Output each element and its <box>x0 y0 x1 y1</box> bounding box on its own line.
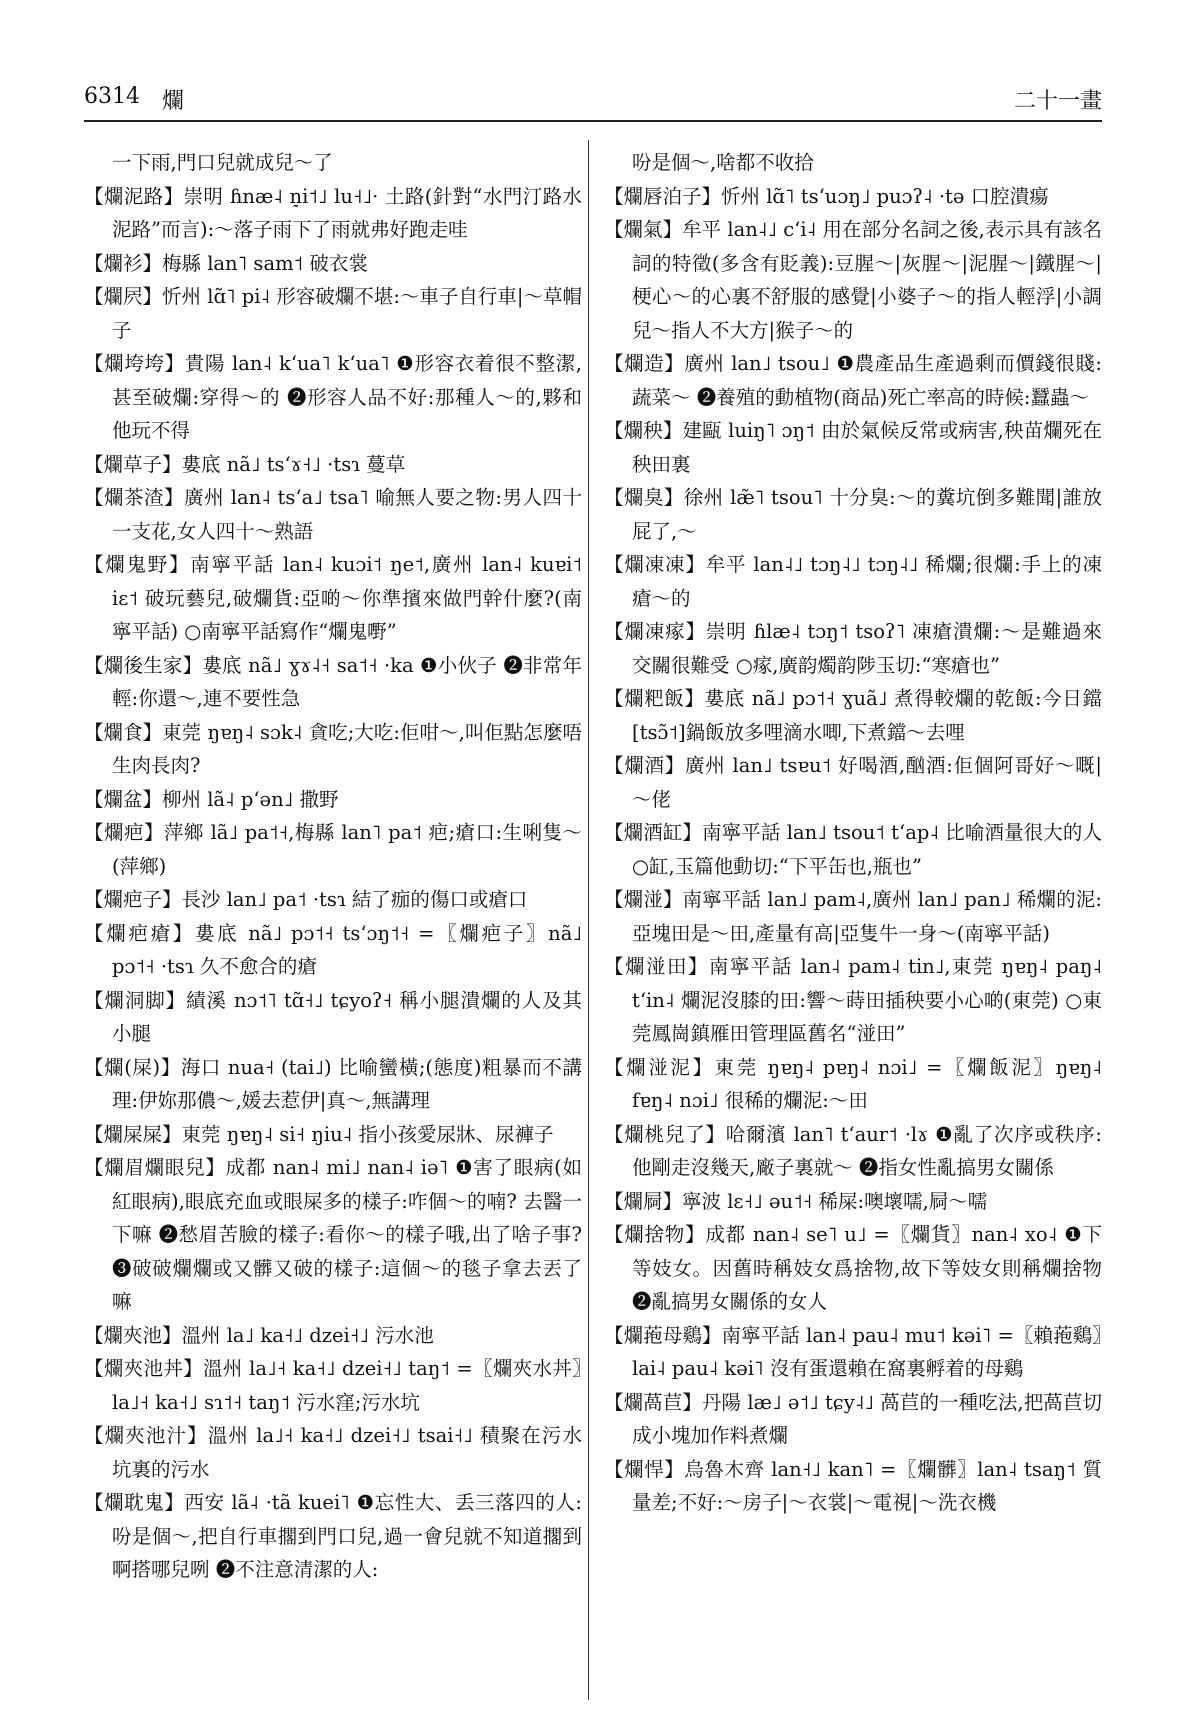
dictionary-entry: 【爛凍凍】牟平 lan˨˩ tɔŋ˨˩ tɔŋ˨˩ 稀爛;很爛:手上的凍瘡～的 <box>604 553 1102 610</box>
entry-continuation: 吩是個～,啥都不收拾 <box>632 151 814 174</box>
dictionary-entry: 【爛屎屎】東莞 ŋɐŋ˨ si˧ ŋiu˨ 指小孩愛尿牀、尿褲子 <box>84 1122 554 1146</box>
dictionary-entry: 【爛盆】柳州 lã˨ pʻən˩ 撒野 <box>84 787 339 811</box>
dictionary-entry: 【爛菢母鷄】南寧平話 lan˨ pau˨ mu˦ kəi˥ =〖賴菢鷄〗lai˨ pau˨ kəi˥ 沒有蛋還賴在窩裏孵着的母鷄 <box>604 1323 1102 1380</box>
dictionary-entry: 【爛捨物】成都 nan˨ se˥ u˩ =〖爛貨〗nan˨ xo˨ ❶下等妓女。因舊時稱妓女爲捨物,故下等妓女則稱爛捨物 ❷亂搞男女關係的女人 <box>604 1223 1102 1313</box>
dictionary-entry: 【爛酒缸】南寧平話 lan˩ tsou˦ tʻap˨ 比喻酒量很大的人 ○缸,玉篇他動切:“下平缶也,瓶也” <box>604 821 1102 878</box>
dictionary-entry: 【爛草子】婁底 nã˩ tsʻɤ˧˩ ·tsɿ 蔓草 <box>84 452 406 476</box>
dictionary-entry: 【爛食】東莞 ŋɐŋ˨ sɔk˨ 貪吃;大吃:佢咁～,叫佢點怎麼唔生肉長肉? <box>84 720 582 777</box>
dictionary-entry: 【爛夾池】溫州 la˩ ka˧˩ dzei˧˩ 污水池 <box>84 1323 434 1347</box>
dictionary-entry: 【爛造】廣州 lan˩ tsou˩ ❶農產品生產過剩而價錢很賤:蔬菜～ ❷養殖的動植物(商品)死亡率高的時候:蠶蟲～ <box>604 352 1102 409</box>
page-header <box>84 84 1102 114</box>
head-character: 爛 <box>162 89 185 114</box>
dictionary-entry: 【爛氣】牟平 lan˨˩ cʻi˨ 用在部分名詞之後,表示具有該名詞的特徵(多含有貶義):豆腥～|灰腥～|泥腥～|鐵腥～|梗心～的心裏不舒服的感覺|小婆子～的指人輕浮|小調兒～指人不大方|猴子～的 <box>604 218 1102 342</box>
dictionary-entry: 【爛湴田】南寧平話 lan˨ pam˨ tin˩,東莞 ŋɐŋ˨ paŋ˨ tʻin˨ 爛泥沒膝的田:響～蒔田插秧要小心啲(東莞) ○東莞鳳崗鎮雁田管理區舊名“湴田” <box>604 955 1102 1045</box>
dictionary-entry: 【爛疤子】長沙 lan˩ pa˦ ·tsɿ 結了痂的傷口或瘡口 <box>84 888 528 911</box>
dictionary-entry: 【爛眉爛眼兒】成都 nan˨ mi˩ nan˨ iə˥ ❶害了眼病(如紅眼病),眼底充血或眼屎多的樣子:咋個～的喃? 去醫一下嘛 ❷愁眉苦臉的樣子:看你～的樣子哦,出了啥子事? ❸破破爛爛或又髒又破的樣子:這個～的毯子拿去丟了嘛 <box>84 1156 582 1313</box>
dictionary-entry: 【爛泥路】崇明 ɦnæ˨ n̠i˦˩ lu˧˩· 土路(針對“水門汀路水泥路”而言):～落子雨下了雨就弗好跑走哇 <box>84 184 582 241</box>
dictionary-entry: 【爛茶渣】廣州 lan˨ tsʻa˩ tsa˥ 喻無人要之物:男人四十一支花,女人四十～熟語 <box>84 486 582 543</box>
section-label: 二十一畫 <box>1013 89 1102 114</box>
dictionary-entry: 【爛疤】萍鄉 lã˩ pa˦˧,梅縣 lan˥ pa˦ 疤;瘡口:生唎隻～(萍鄉) <box>84 821 582 878</box>
entry-continuation: 一下雨,門口兒就成兒～了 <box>112 151 333 174</box>
dictionary-entry: 【爛秧】建甌 luiŋ˥ ɔŋ˦ 由於氣候反常或病害,秧苗爛死在秧田裏 <box>604 419 1102 476</box>
header-rule <box>84 120 1102 122</box>
dictionary-entry: 【爛垮垮】貴陽 lan˨ kʻua˥ kʻua˥ ❶形容衣着很不整潔,甚至破爛:穿得～的 ❷形容人品不好:那種人～的,夥和他玩不得 <box>84 352 582 442</box>
right-column <box>604 146 1102 1706</box>
dictionary-entry: 【爛屙】寧波 lɛ˧˩ əu˦˧ 稀屎:噢壞嚅,屙～嚅 <box>604 1189 988 1213</box>
left-column <box>84 146 582 1706</box>
dictionary-entry: 【爛夾池汁】溫州 la˩˧ ka˧˩ dzei˧˩ tsai˧˩ 積聚在污水坑裏的污水 <box>84 1424 582 1481</box>
dictionary-entry: 【爛疤瘡】婁底 nã˩ pɔ˦˧ tsʻɔŋ˦˧ =〖爛疤子〗nã˩ pɔ˦˧ ·tsɿ 久不愈合的瘡 <box>84 921 582 978</box>
dictionary-entry: 【爛夾池丼】溫州 la˩˧ ka˧˩ dzei˧˩ taŋ˦ =〖爛夾水丼〗la˩˧ ka˧˩ sɿ˦˧ taŋ˦ 污水窪;污水坑 <box>84 1357 582 1414</box>
dictionary-entry: 【爛湴泥】東莞 ŋɐŋ˨ pɐŋ˨ nɔi˩ =〖爛飯泥〗ŋɐŋ˨ fɐŋ˨ nɔi˩ 很稀的爛泥:～田 <box>604 1055 1102 1112</box>
dictionary-entry: 【爛衫】梅縣 lan˥ sam˦ 破衣裳 <box>84 251 368 275</box>
dictionary-entry: 【爛粑飯】婁底 nã˩ pɔ˦˧ ɣuã˩ 煮得較爛的乾飯:今日鐺[tsɔ̃˦]鍋飯放多哩滴水唧,下煮鐺～去哩 <box>604 687 1102 744</box>
dictionary-entry: 【爛洞脚】績溪 nɔ˦˥ tɑ̃˧˩ tɕyoʔ˧ 稱小腿潰爛的人及其小腿 <box>84 988 582 1045</box>
dictionary-entry: 【爛屄】忻州 lɑ̃˥ pi˨ 形容破爛不堪:～車子自行車|～草帽子 <box>84 285 582 342</box>
dictionary-entry: 【爛後生家】婁底 nã˩ ɣɤ˨˧ sa˦˧ ·ka ❶小伙子 ❷非常年輕:你還～,連不要性急 <box>84 653 582 710</box>
dictionary-entry: 【爛酒】廣州 lan˩ tsɐu˦ 好喝酒,酗酒:佢個阿哥好～嘅|～佬 <box>604 754 1102 811</box>
dictionary-entry: 【爛桃兒了】哈爾濱 lan˥ tʻaur˦ ·lɤ ❶亂了次序或秩序:他剛走沒幾天,廠子裏就～ ❷指女性亂搞男女關係 <box>604 1122 1102 1179</box>
dictionary-entry: 【爛(屎)】海口 nua˧ (tai˩) 比喻蠻橫;(態度)粗暴而不講理:伊妳那儂～,媛去惹伊|真～,無講理 <box>84 1055 582 1112</box>
dictionary-entry: 【爛鬼野】南寧平話 lan˨ kuɔi˦ ŋe˦,廣州 lan˨ kuɐi˦ iɛ˦ 破玩藝兒,破爛貨:亞啲～你準擯來做門幹什麼?(南寧平話) ○南寧平話寫作“爛鬼嘢” <box>84 553 582 643</box>
dictionary-entry: 【爛凍瘃】崇明 ɦlæ˨ tɔŋ˦ tsoʔ˥ 凍瘡潰爛:～是難過來交關很難受 ○瘃,廣韵燭韵陟玉切:“寒瘡也” <box>604 620 1102 677</box>
dictionary-entry: 【爛耽鬼】西安 lã˨ ·tã kuei˥ ❶忘性大、丢三落四的人:吩是個～,把自行車擱到門口兒,過一會兒就不知道擱到啊搭哪兒咧 ❷不注意清潔的人: <box>84 1491 582 1581</box>
dictionary-entry: 【爛唇泊子】忻州 lɑ̃˥ tsʻuɔŋ˩ puɔʔ˨ ·tə 口腔潰瘍 <box>604 184 1049 208</box>
dictionary-entry: 【爛萵苣】丹陽 læ˩ ə˦˩ tɕy˨˩ 萵苣的一種吃法,把萵苣切成小塊加作料煮爛 <box>604 1390 1102 1447</box>
dictionary-entry: 【爛湴】南寧平話 lan˩ pam˨,廣州 lan˩ pan˩ 稀爛的泥:亞塊田是～田,產量有高|亞隻牛一身～(南寧平話) <box>604 888 1102 945</box>
page-number: 6314 <box>84 84 140 109</box>
column-divider <box>588 140 589 1700</box>
dictionary-entry: 【爛臭】徐州 læ̃˥ tsou˥ 十分臭:～的糞坑倒多難聞|誰放屁了,～ <box>604 486 1102 543</box>
dictionary-entry: 【爛悍】烏魯木齊 lan˧˩ kan˥ =〖爛髒〗lan˨ tsaŋ˦ 質量差;不好:～房子|～衣裳|～電視|～洗衣機 <box>604 1457 1102 1514</box>
